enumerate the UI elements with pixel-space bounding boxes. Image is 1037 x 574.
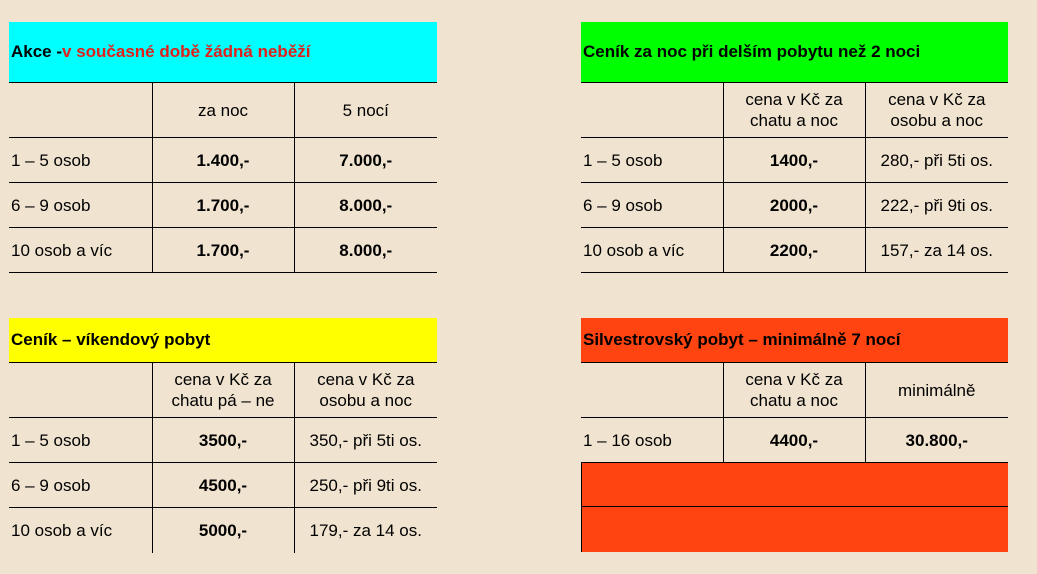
price-cell: 2000,- <box>723 183 865 228</box>
delsi-title: Ceník za noc při delším pobytu než 2 noci <box>583 42 921 61</box>
row-label: 10 osob a víc <box>11 520 113 540</box>
table-row <box>9 463 437 508</box>
price-cell: 179,- za 14 os. <box>294 508 437 553</box>
header-empty-cell <box>9 363 152 418</box>
row-label: 1 – 5 osob <box>581 138 723 183</box>
row-label: 10 osob a víc <box>581 228 723 273</box>
table-row <box>9 138 437 183</box>
price-cell: 1400,- <box>723 138 865 183</box>
column-header: za noc <box>152 83 294 138</box>
table-row <box>9 228 437 273</box>
price-cell: 8.000,- <box>294 228 437 273</box>
table-row <box>581 418 1008 463</box>
vikend-title: Ceník – víkendový pobyt <box>11 330 211 349</box>
table-row <box>581 138 1008 183</box>
price-cell: 7.000,- <box>294 138 437 183</box>
row-label: 6 – 9 osob <box>581 183 723 228</box>
silvestr-filler <box>581 463 1008 507</box>
vikend-header <box>9 318 437 362</box>
vikend-panel <box>9 318 437 553</box>
price-cell: 8.000,- <box>294 183 437 228</box>
vikend-table <box>9 362 437 553</box>
price-cell: 5000,- <box>152 508 294 553</box>
price-cell: 3500,- <box>152 418 294 463</box>
akce-panel <box>9 22 437 273</box>
price-cell: 30.800,- <box>865 418 1008 463</box>
column-header: cena v Kč za chatu a noc <box>723 83 865 138</box>
table-row <box>581 228 1008 273</box>
delsi-header <box>581 22 1008 82</box>
row-label: 6 – 9 osob <box>9 463 152 508</box>
price-cell: 4400,- <box>723 418 865 463</box>
price-cell: 157,- za 14 os. <box>865 228 1008 273</box>
price-cell: 4500,- <box>152 463 294 508</box>
price-cell: 350,- při 5ti os. <box>294 418 437 463</box>
row-label: 1 – 5 osob <box>9 418 152 463</box>
price-cell: 280,- při 5ti os. <box>865 138 1008 183</box>
column-header: cena v Kč za chatu pá – ne <box>152 363 294 418</box>
row-label: 10 osob a víc <box>9 228 152 273</box>
delsi-table <box>581 82 1008 273</box>
akce-title: Akce - <box>11 42 63 61</box>
column-header: 5 nocí <box>294 83 437 138</box>
silvestr-title: Silvestrovský pobyt – minimálně 7 nocí <box>583 330 901 349</box>
silvestr-panel <box>581 318 1008 552</box>
column-header: cena v Kč za osobu a noc <box>294 363 437 418</box>
akce-table <box>9 82 437 273</box>
silvestr-table <box>581 362 1008 463</box>
row-label: 1 – 16 osob <box>581 418 723 463</box>
table-row <box>9 183 437 228</box>
akce-header <box>9 22 437 82</box>
price-cell: 2200,- <box>723 228 865 273</box>
row-label: 6 – 9 osob <box>9 183 152 228</box>
header-empty-cell <box>9 83 152 138</box>
delsi-panel <box>581 22 1008 273</box>
price-cell: 1.700,- <box>152 228 294 273</box>
silvestr-header <box>581 318 1008 362</box>
header-empty-cell <box>581 83 723 138</box>
table-row <box>581 183 1008 228</box>
price-cell: 222,- při 9ti os. <box>865 183 1008 228</box>
row-label: 1 – 5 osob <box>9 138 152 183</box>
silvestr-filler <box>581 507 1008 552</box>
table-row <box>9 418 437 463</box>
column-header: minimálně <box>865 363 1008 418</box>
column-header: cena v Kč za osobu a noc <box>865 83 1008 138</box>
header-empty-cell <box>581 363 723 418</box>
price-cell: 250,- při 9ti os. <box>294 463 437 508</box>
akce-title-note: v současné době žádná neběží <box>62 42 311 61</box>
column-header: cena v Kč za chatu a noc <box>723 363 865 418</box>
price-cell: 1.700,- <box>152 183 294 228</box>
table-row <box>9 508 437 553</box>
price-cell: 1.400,- <box>152 138 294 183</box>
